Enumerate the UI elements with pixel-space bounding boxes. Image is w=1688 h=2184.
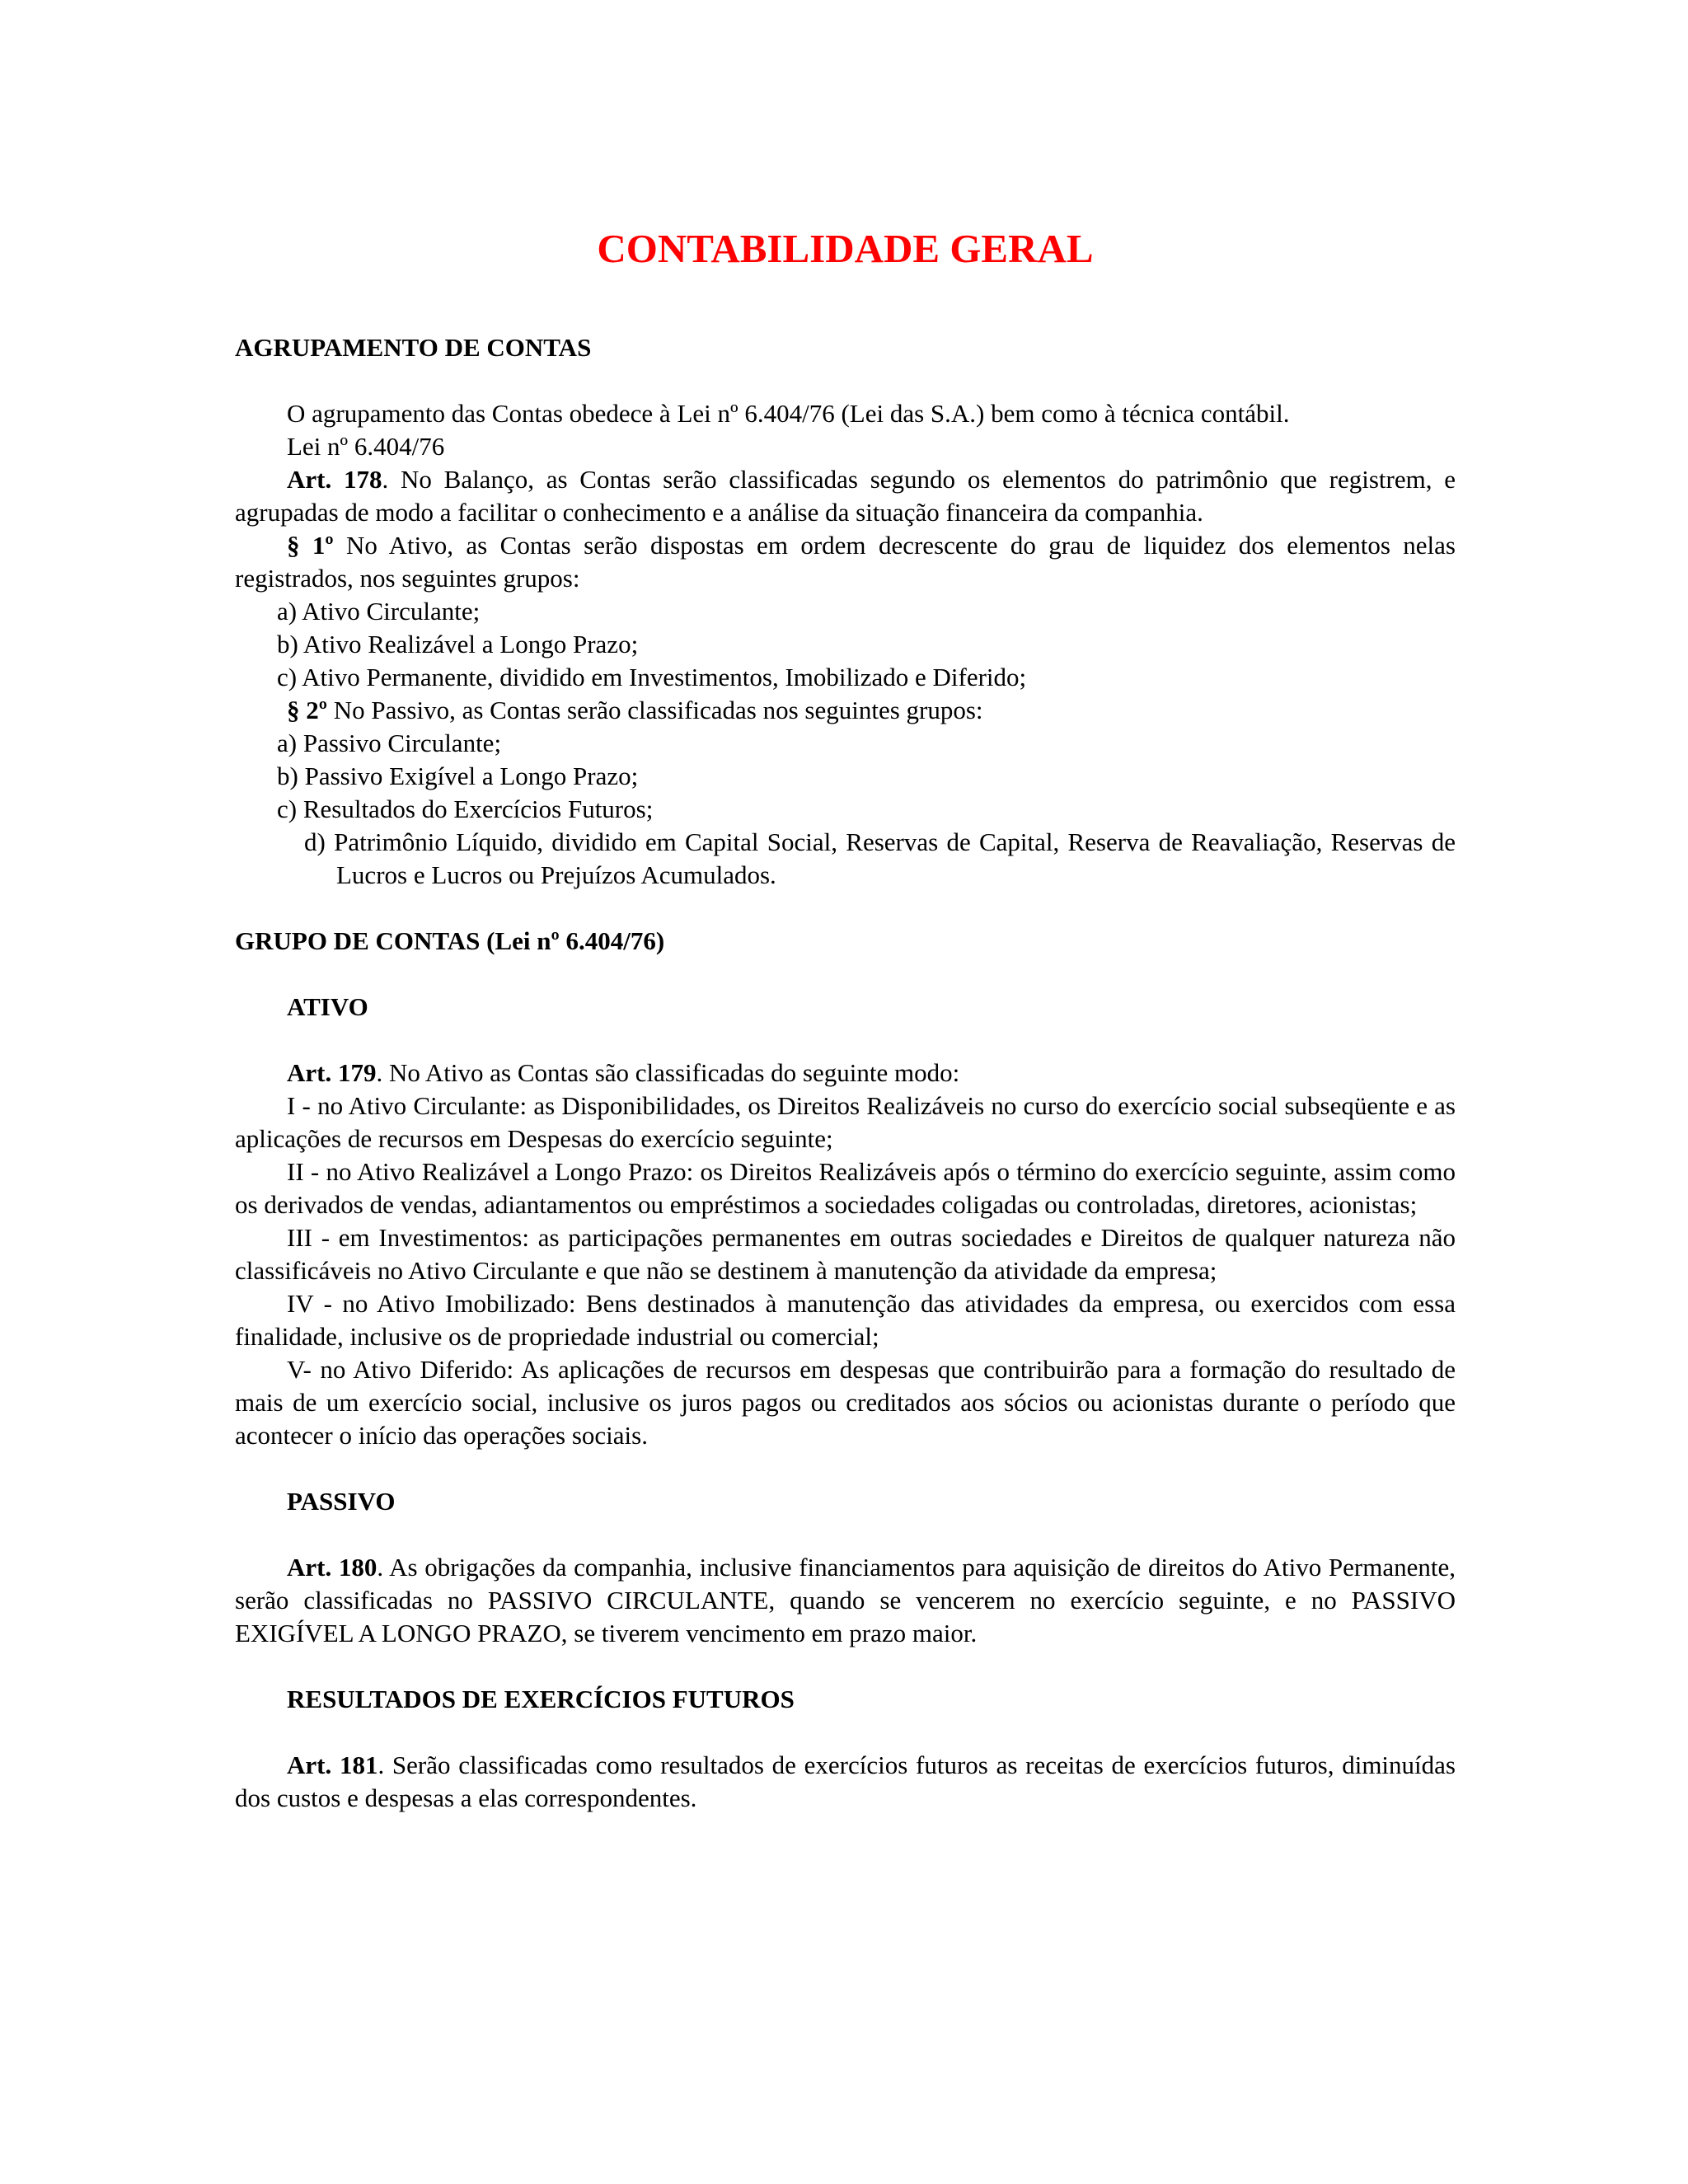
art180-text: . As obrigações da companhia, inclusive financiamentos para aquisição de direitos do Ativo Permanente, serão classificadas no PASSIVO CIRCULANTE, quando se vencerem no exercício seguinte, e no PASSIVO EXIGÍVEL A LONGO PRAZO, se tiverem vencimento em prazo maior. bbox=[235, 1553, 1456, 1647]
ativo-item-a: a) Ativo Circulante; bbox=[277, 597, 481, 626]
paragraph-1-label: § 1º bbox=[287, 531, 334, 560]
art178-paragraph bbox=[235, 463, 1456, 529]
paragraph-2-text: No Passivo, as Contas serão classificadas nos seguintes grupos: bbox=[326, 696, 983, 724]
art181-paragraph bbox=[235, 1749, 1456, 1815]
heading-passivo: PASSIVO bbox=[287, 1487, 396, 1516]
paragraph-1-text: No Ativo, as Contas serão dispostas em ordem decrescente do grau de liquidez dos elementos nelas registrados, nos seguintes grupos: bbox=[235, 531, 1456, 593]
ativo-item-b: b) Ativo Realizável a Longo Prazo; bbox=[277, 630, 639, 658]
heading-ativo: ATIVO bbox=[287, 992, 368, 1021]
paragraph-2-label: § 2º bbox=[287, 696, 327, 724]
art180-label: Art. 180 bbox=[287, 1553, 377, 1582]
art180-paragraph bbox=[235, 1551, 1456, 1650]
passivo-item-a: a) Passivo Circulante; bbox=[277, 729, 502, 757]
paragraph-2 bbox=[235, 694, 1456, 727]
art179-label: Art. 179 bbox=[287, 1058, 377, 1087]
paragraph-1 bbox=[235, 529, 1456, 595]
passivo-item-c: c) Resultados do Exercícios Futuros; bbox=[277, 794, 654, 823]
law-reference: Lei nº 6.404/76 bbox=[287, 432, 445, 461]
intro-paragraph: O agrupamento das Contas obedece à Lei nº 6.404/76 (Lei das S.A.) bem como à técnica contábil. bbox=[287, 399, 1290, 428]
art181-text: . Serão classificadas como resultados de exercícios futuros as receitas de exercícios futuros, diminuídas dos custos e despesas a elas correspondentes. bbox=[235, 1750, 1456, 1812]
inciso-v: V- no Ativo Diferido: As aplicações de recursos em despesas que contribuirão para a formação do resultado de mais de um exercício social, inclusive os juros pagos ou creditados aos sócios ou acionistas durante o período que acontecer o início das operações sociais. bbox=[235, 1355, 1456, 1450]
inciso-iv: IV - no Ativo Imobilizado: Bens destinados à manutenção das atividades da empresa, ou exercidos com essa finalidade, inclusive os de propriedade industrial ou comercial; bbox=[235, 1289, 1456, 1351]
passivo-item-b: b) Passivo Exigível a Longo Prazo; bbox=[277, 762, 639, 790]
passivo-item-d: d) Patrimônio Líquido, dividido em Capital Social, Reservas de Capital, Reserva de Reavaliação, Reservas de Lucros e Lucros ou Prejuízos Acumulados. bbox=[304, 827, 1456, 889]
ativo-item-c: c) Ativo Permanente, dividido em Investimentos, Imobilizado e Diferido; bbox=[277, 663, 1027, 691]
heading-resultados-futuros: RESULTADOS DE EXERCÍCIOS FUTUROS bbox=[287, 1685, 795, 1713]
art181-label: Art. 181 bbox=[287, 1750, 378, 1779]
art178-label: Art. 178 bbox=[287, 465, 382, 494]
art179-text: . No Ativo as Contas são classificadas do seguinte modo: bbox=[376, 1058, 960, 1087]
document-title: CONTABILIDADE GERAL bbox=[597, 226, 1094, 271]
heading-grupo-contas: GRUPO DE CONTAS (Lei nº 6.404/76) bbox=[235, 926, 665, 955]
art179-paragraph bbox=[235, 1057, 1456, 1090]
inciso-ii: II - no Ativo Realizável a Longo Prazo: os Direitos Realizáveis após o término do exercício seguinte, assim como os derivados de vendas, adiantamentos ou empréstimos a sociedades coligadas ou controladas, diretores, acionistas; bbox=[235, 1157, 1456, 1219]
inciso-iii: III - em Investimentos: as participações permanentes em outras sociedades e Direitos de qualquer natureza não classificáveis no Ativo Circulante e que não se destinem à manutenção da atividade da empresa; bbox=[235, 1223, 1456, 1285]
inciso-i: I - no Ativo Circulante: as Disponibilidades, os Direitos Realizáveis no curso do exercício social subseqüente e as aplicações de recursos em Despesas do exercício seguinte; bbox=[235, 1091, 1456, 1153]
art178-text: . No Balanço, as Contas serão classificadas segundo os elementos do patrimônio que registrem, e agrupadas de modo a facilitar o conhecimento e a análise da situação financeira da companhia. bbox=[235, 465, 1456, 527]
heading-agrupamento: AGRUPAMENTO DE CONTAS bbox=[235, 333, 592, 362]
